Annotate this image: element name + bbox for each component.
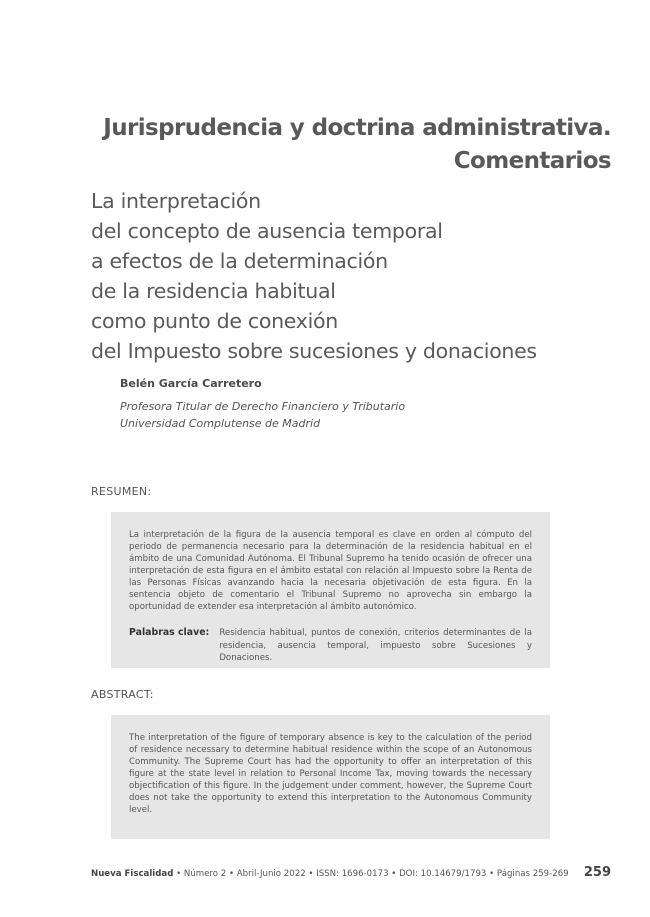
article-title-line: de la residencia habitual bbox=[91, 279, 336, 303]
keywords-label: Palabras clave: bbox=[129, 627, 210, 638]
footer-citation bbox=[91, 869, 569, 879]
article-title-line: del concepto de ausencia temporal bbox=[91, 219, 443, 243]
article-title-line: del Impuesto sobre sucesiones y donaciones bbox=[91, 339, 537, 363]
resumen-box bbox=[111, 512, 550, 668]
affiliation-university: Universidad Complutense de Madrid bbox=[120, 417, 321, 430]
author-name: Belén García Carretero bbox=[120, 377, 262, 390]
section-heading-line1: Jurisprudencia y doctrina administrativa. bbox=[103, 115, 611, 141]
article-title-line: como punto de conexión bbox=[91, 309, 338, 333]
section-heading bbox=[51, 112, 611, 178]
footer-journal: Nueva Fiscalidad bbox=[91, 869, 174, 879]
resumen-text: La interpretación de la figura de la ausencia temporal es clave en orden al cómputo del periodo de permanencia necesario para la determinación de la residencia habitual en el ámbito de una Comunidad Autónoma. El Tribunal Supremo ha tenido ocasión de ofrecer una interpretación de esta figura en el ámbito estatal con relación al Impuesto sobre la Renta de las Personas Físicas avanzando hacia la necesaria objetivación de esta figura. En la sentencia objeto de comentario el Tribunal Supremo no aprovecha sin embargo la oportunidad de extender esa interpretación al ámbito autonómico. bbox=[129, 530, 532, 612]
abstract-box bbox=[111, 715, 550, 839]
article-title-line: a efectos de la determinación bbox=[91, 249, 388, 273]
page-number: 259 bbox=[583, 865, 611, 880]
affiliation-position: Profesora Titular de Derecho Financiero y Tributario bbox=[120, 400, 406, 413]
abstract-text: The interpretation of the figure of temporary absence is key to the calculation of the period of residence necessary to determine habitual residence within the scope of an Autonomous Community. The Supreme Court has had the opportunity to offer an interpretation of this figure at the state level in relation to Personal Income Tax, moving towards the necessary objectification of this figure. In the judgement under comment, however, the Supreme Court does not take the opportunity to extend this interpretation to the Autonomous Community level. bbox=[129, 733, 532, 815]
article-title bbox=[91, 186, 611, 366]
abstract-label: ABSTRACT: bbox=[91, 688, 154, 701]
article-title-line: La interpretación bbox=[91, 189, 261, 213]
author-affiliation bbox=[120, 398, 405, 432]
section-heading-line2: Comentarios bbox=[453, 148, 611, 174]
resumen-label: RESUMEN: bbox=[91, 485, 152, 498]
keywords-text: Residencia habitual, puntos de conexión, criterios determinantes de la residencia, ausencia temporal, impuesto sobre Sucesiones y Donaciones. bbox=[219, 628, 532, 663]
footer-details: • Número 2 • Abril-Junio 2022 • ISSN: 1696-0173 • DOI: 10.14679/1793 • Páginas 259-269 bbox=[173, 869, 569, 879]
keywords-row bbox=[129, 627, 532, 665]
